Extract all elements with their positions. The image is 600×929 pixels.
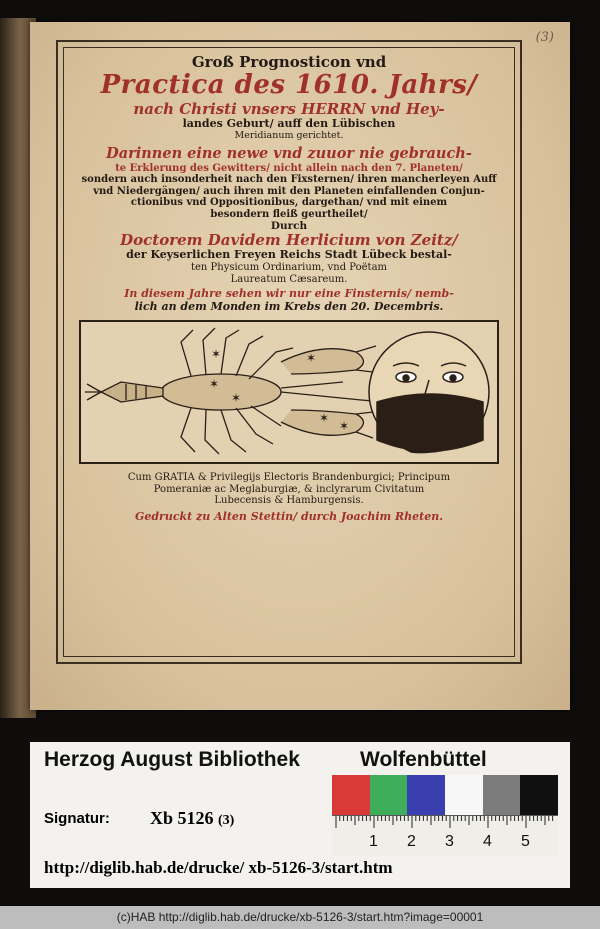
swatch-red bbox=[332, 775, 370, 815]
svg-text:✶: ✶ bbox=[306, 351, 317, 366]
signatur-label: Signatur: bbox=[44, 810, 110, 827]
swatch-black bbox=[520, 775, 558, 815]
title-line-16: Laureatum Cæsareum. bbox=[230, 273, 348, 285]
title-line-9: vnd Niedergängen/ auch ihren mit den Planeten einfallenden Conjun- bbox=[93, 185, 485, 197]
woodcut-crab-moon-eclipse bbox=[79, 320, 499, 464]
footer-bar bbox=[0, 906, 600, 929]
color-calibration-bar bbox=[332, 775, 558, 815]
swatch-blue bbox=[407, 775, 445, 815]
ruler-number: 3 bbox=[445, 833, 454, 850]
imprint-block bbox=[72, 472, 506, 523]
title-line-15: ten Physicum Ordinarium, vnd Poëtam bbox=[190, 262, 388, 274]
woodcut-illustration bbox=[81, 322, 497, 462]
svg-text:✶: ✶ bbox=[209, 377, 220, 392]
swatch-white bbox=[445, 775, 483, 815]
svg-text:✶: ✶ bbox=[231, 391, 242, 406]
svg-text:✶: ✶ bbox=[339, 419, 350, 434]
author-line: Doctorem Davidem Herlicium von Zeitz/ bbox=[120, 231, 458, 250]
title-line-12: Durch bbox=[270, 220, 308, 233]
title-page bbox=[30, 22, 570, 710]
page-border bbox=[56, 40, 522, 664]
library-label-card bbox=[30, 742, 570, 888]
imprint-printer: Gedruckt zu Alten Stettin/ durch Joachim Rheten. bbox=[134, 509, 444, 523]
ruler-number: 1 bbox=[369, 833, 378, 850]
imprint-line-1: Cum GRATIA & Privilegijs Electoris Brandenburgici; Principum bbox=[127, 472, 451, 484]
footer-text[interactable]: (c)HAB http://diglib.hab.de/drucke/xb-5126-3/start.htm?image=00001 bbox=[116, 910, 484, 924]
title-line-4: landes Geburt/ auff den Lübischen bbox=[182, 117, 396, 131]
swatch-gray bbox=[483, 775, 521, 815]
title-line-6: Darinnen eine newe vnd zuuor nie gebrauch- bbox=[106, 144, 472, 162]
title-line-7: te Erklerung des Gewitters/ nicht allein nach den 7. Planeten/ bbox=[115, 162, 463, 174]
title-line-14: der Keyserlichen Freyen Reichs Stadt Lübeck bestal- bbox=[126, 248, 452, 262]
svg-text:✶: ✶ bbox=[319, 411, 330, 426]
imprint-line-2: Pomeraniæ ac Meglaburgiæ, & inclyrarum Civitatum bbox=[153, 483, 425, 495]
signatur-value: Xb 5126 (3) bbox=[150, 808, 235, 828]
title-block bbox=[72, 54, 506, 524]
title-line-11: besondern fleiß geurtheilet/ bbox=[210, 208, 368, 220]
title-line-2: Practica des 1610. Jahrs/ bbox=[100, 70, 478, 101]
eclipse-line-2: lich an dem Monden im Krebs den 20. Decembris. bbox=[134, 299, 444, 313]
title-line-10: ctionibus vnd Oppositionibus, dargethan/ vnd mit einem bbox=[130, 197, 448, 209]
folio-number: (3) bbox=[535, 30, 554, 45]
signatur-part: (3) bbox=[218, 813, 235, 828]
ruler-number: 4 bbox=[483, 833, 492, 850]
title-line-5: Meridianum gerichtet. bbox=[234, 130, 344, 142]
title-line-1: Groß Prognosticon vnd bbox=[191, 53, 387, 71]
title-line-3: nach Christi vnsers HERRN vnd Hey- bbox=[133, 100, 445, 119]
catalog-url[interactable]: http://diglib.hab.de/drucke/ xb-5126-3/start.htm bbox=[44, 858, 393, 877]
title-line-8: sondern auch insonderheit nach den Fixsternen/ ihren mancherleyen Auff bbox=[81, 174, 497, 186]
ruler-number: 2 bbox=[407, 833, 416, 850]
measurement-ruler bbox=[332, 815, 558, 856]
library-name: Herzog August Bibliothek bbox=[44, 748, 300, 771]
svg-text:✶: ✶ bbox=[211, 347, 222, 362]
swatch-green bbox=[370, 775, 408, 815]
library-city: Wolfenbüttel bbox=[360, 748, 487, 771]
ruler-number: 5 bbox=[521, 833, 530, 850]
imprint-line-3: Lubecensis & Hamburgensis. bbox=[214, 495, 364, 507]
eclipse-line-1: In diesem Jahre sehen wir nur eine Finsternis/ nemb- bbox=[124, 287, 454, 301]
